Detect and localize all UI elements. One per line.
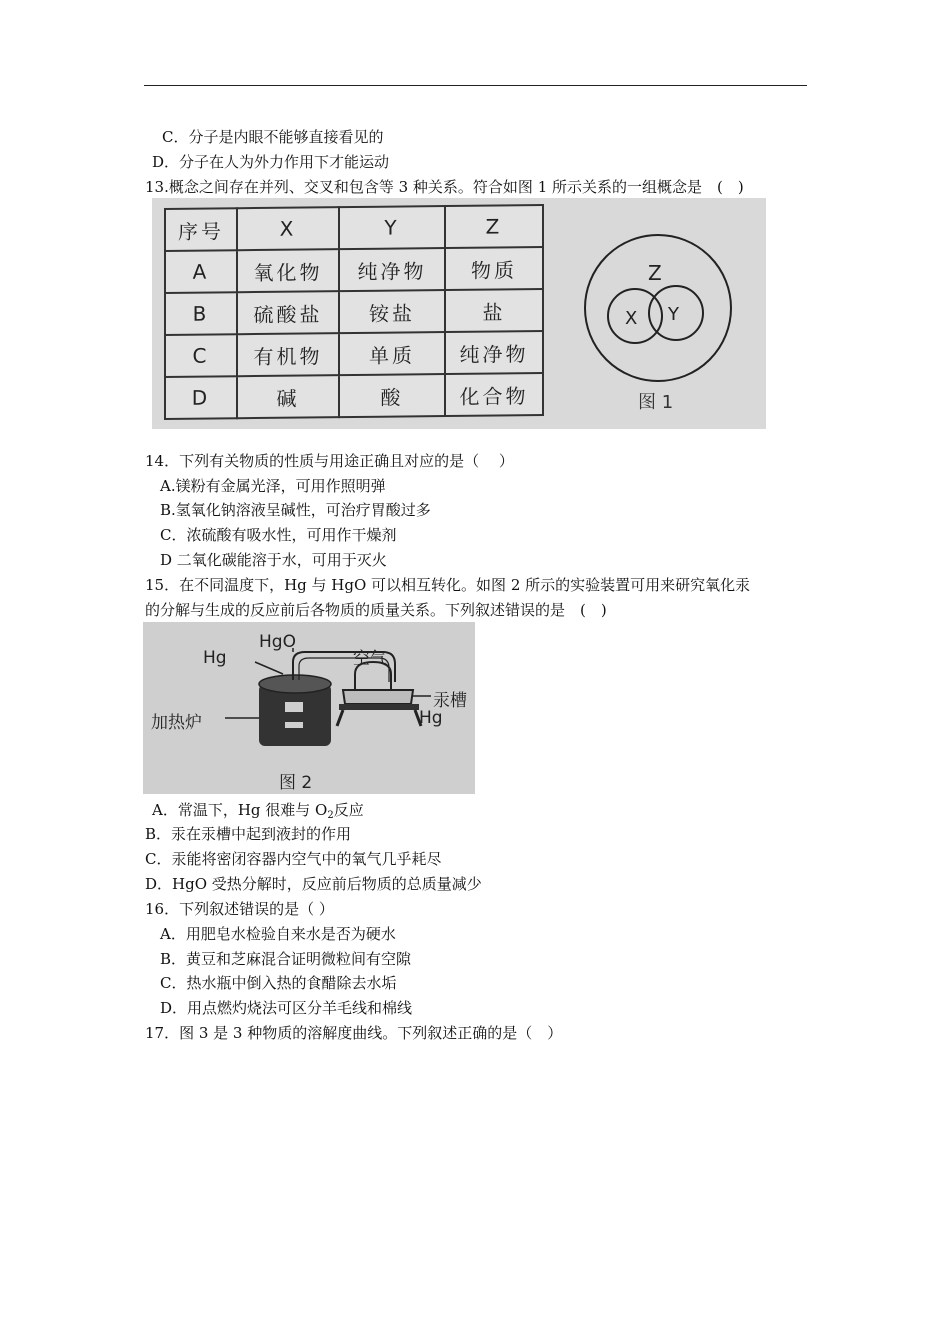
- q12-option-d: D．分子在人为外力作用下才能运动: [152, 153, 390, 171]
- table-header-cell: X: [237, 207, 339, 250]
- table-row: [165, 331, 543, 377]
- label-trough: 汞槽: [433, 691, 467, 711]
- q16-option-b: B．黄豆和芝麻混合证明微粒间有空隙: [160, 950, 412, 968]
- table-header-cell: 序号: [165, 208, 237, 251]
- table-cell: D: [165, 376, 237, 419]
- q15-option-d: D．HgO 受热分解时，反应前后物质的总质量减少: [145, 875, 482, 893]
- figure-2: [143, 622, 475, 794]
- table-cell: 酸: [339, 374, 445, 417]
- table-header-cell: Y: [339, 206, 445, 249]
- stand-leg: [337, 710, 343, 726]
- table-cell: C: [165, 334, 237, 377]
- venn-label-z: Z: [648, 261, 662, 285]
- table-cell: 纯净物: [339, 248, 445, 291]
- hg-leader: [255, 662, 283, 674]
- furnace-vent: [285, 722, 303, 728]
- venn-circle-z: [585, 235, 731, 381]
- question-14: 14．下列有关物质的性质与用途正确且对应的是（ ）: [145, 452, 514, 470]
- table-cell: 纯净物: [445, 331, 543, 374]
- furnace-top: [259, 675, 331, 693]
- q12-option-c: C．分子是内眼不能够直接看见的: [162, 128, 384, 146]
- table-cell: A: [165, 250, 237, 293]
- label-hgo: HgO: [259, 632, 296, 652]
- table-header-cell: Z: [445, 205, 543, 248]
- mercury-trough: [343, 690, 413, 704]
- figure-1: [152, 198, 766, 429]
- label-hg-right: Hg: [419, 708, 443, 728]
- figure-2-caption: 图 2: [279, 773, 313, 793]
- question-16: 16．下列叙述错误的是（ ）: [145, 900, 334, 918]
- q15-option-a: [152, 800, 364, 826]
- question-15-line2: 的分解与生成的反应前后各物质的质量关系。下列叙述错误的是 ( ): [145, 601, 607, 619]
- q14-option-b: B.氢氧化钠溶液呈碱性，可治疗胃酸过多: [160, 501, 431, 519]
- q16-option-c: C．热水瓶中倒入热的食醋除去水垢: [160, 974, 397, 992]
- table-cell: 铵盐: [339, 290, 445, 333]
- q16-option-a: A．用肥皂水检验自来水是否为硬水: [160, 925, 396, 943]
- q15-option-c: C．汞能将密闭容器内空气中的氧气几乎耗尽: [145, 850, 442, 868]
- table-row: [165, 247, 543, 293]
- q15-option-a-text: A．常温下，Hg 很难与 O: [152, 801, 328, 819]
- furnace-window: [285, 702, 303, 712]
- stand-top: [339, 704, 419, 710]
- table-row: [165, 373, 543, 419]
- header-rule: [144, 85, 807, 86]
- table-cell: 硫酸盐: [237, 291, 339, 334]
- table-cell: 盐: [445, 289, 543, 332]
- venn-diagram: [582, 228, 742, 388]
- q14-option-c: C．浓硫酸有吸水性，可用作干燥剂: [160, 526, 397, 544]
- table-cell: 单质: [339, 332, 445, 375]
- table-cell: B: [165, 292, 237, 335]
- label-hg-left: Hg: [203, 648, 227, 668]
- table-cell: 有机物: [237, 333, 339, 376]
- label-air: 空气: [353, 649, 387, 669]
- venn-label-y: Y: [668, 304, 679, 325]
- label-furnace: 加热炉: [151, 713, 202, 733]
- venn-label-x: X: [625, 308, 638, 329]
- table-cell: 氧化物: [237, 249, 339, 292]
- q14-option-d: D 二氧化碳能溶于水，可用于灭火: [160, 551, 387, 569]
- q15-option-b: B．汞在汞槽中起到液封的作用: [145, 825, 352, 843]
- table-row: [165, 289, 543, 335]
- q15-option-a-tail: 反应: [333, 801, 364, 819]
- table-cell: 物质: [445, 247, 543, 290]
- table-header-row: [165, 205, 543, 251]
- figure-1-caption: 图 1: [638, 392, 674, 413]
- table-cell: 碱: [237, 375, 339, 418]
- question-13: 13.概念之间存在并列、交叉和包含等 3 种关系。符合如图 1 所示关系的一组概念是 ( ): [145, 178, 744, 196]
- o2-subscript: 2: [327, 810, 334, 821]
- q16-option-d: D．用点燃灼烧法可区分羊毛线和棉线: [160, 999, 413, 1017]
- concept-table: [164, 204, 544, 420]
- table-cell: 化合物: [445, 373, 543, 416]
- q14-option-a: A.镁粉有金属光泽，可用作照明弹: [160, 477, 386, 495]
- question-17: 17．图 3 是 3 种物质的溶解度曲线。下列叙述正确的是（ ）: [145, 1024, 563, 1042]
- question-15-line1: 15．在不同温度下，Hg 与 HgO 可以相互转化。如图 2 所示的实验装置可用来研究氧化汞: [145, 576, 751, 594]
